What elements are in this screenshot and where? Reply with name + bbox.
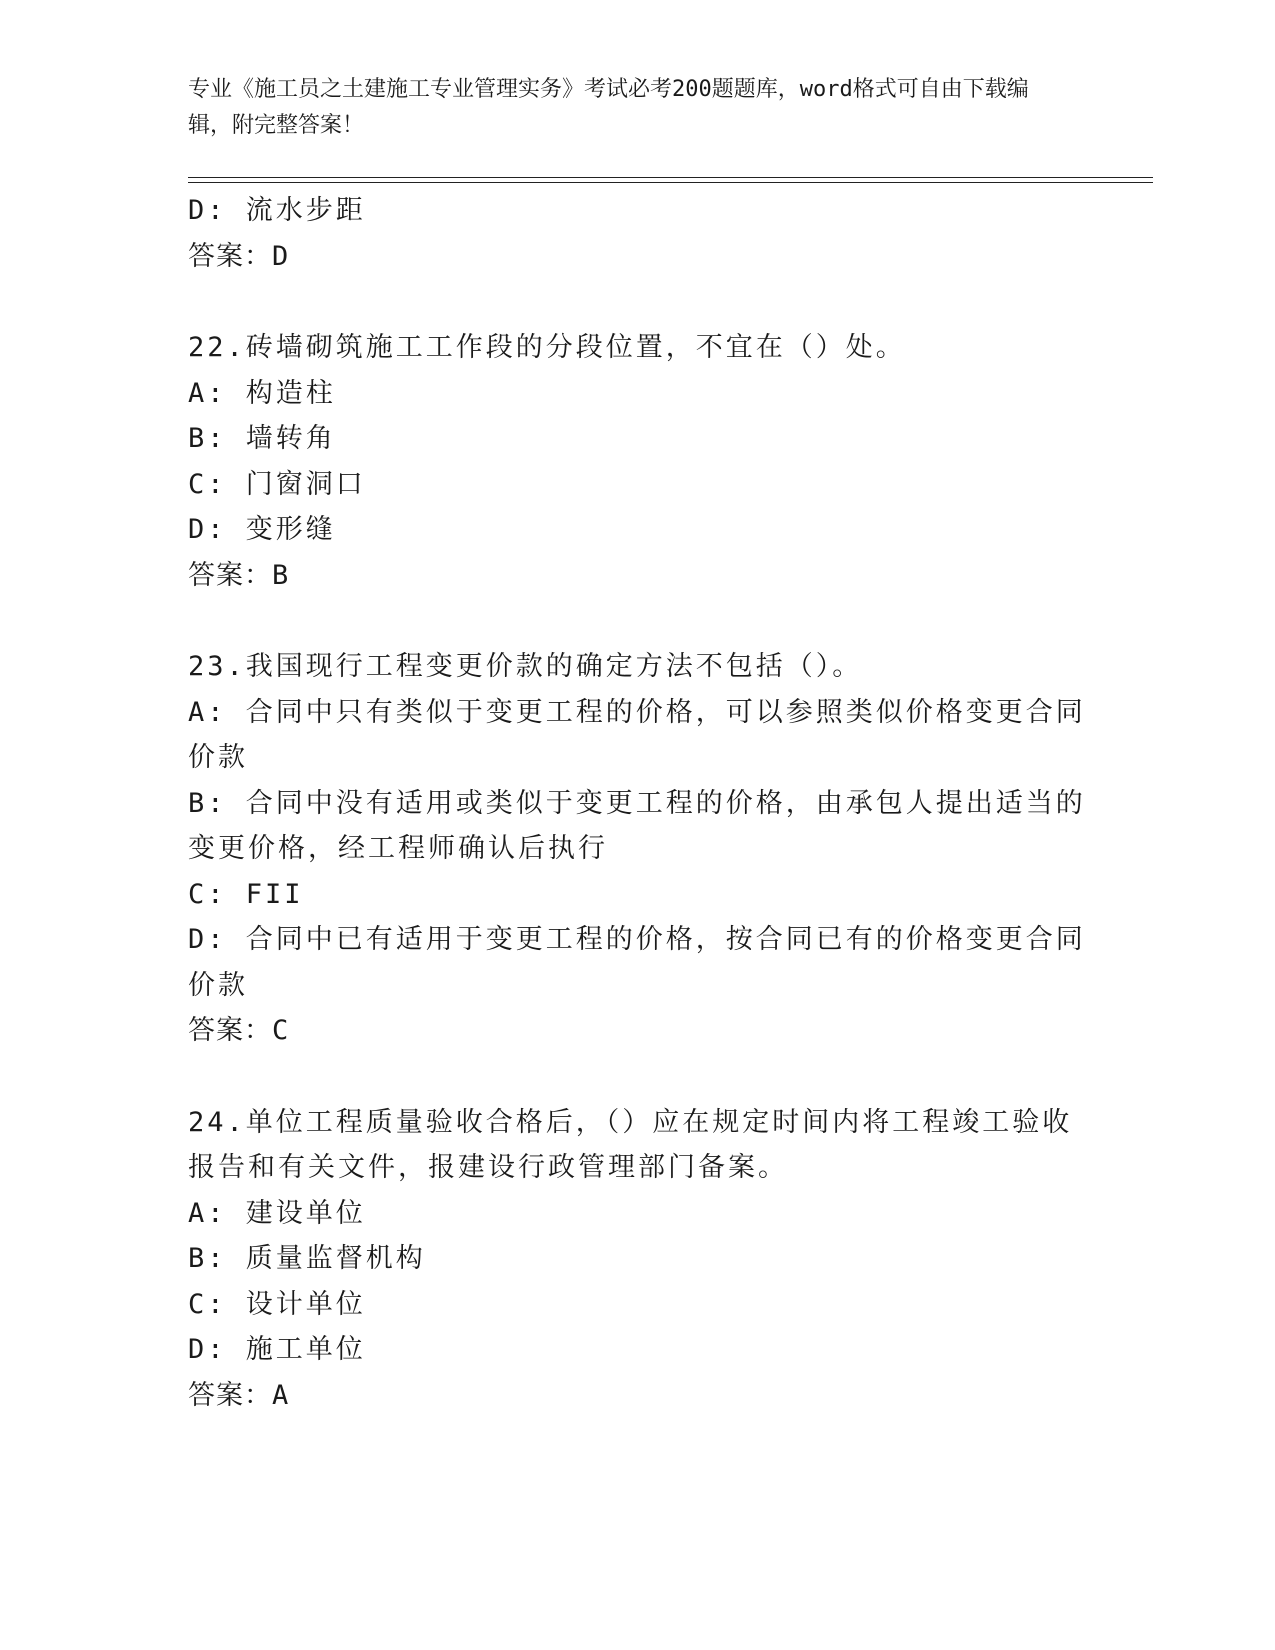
- answer-label: 答案：: [188, 240, 272, 272]
- answer-line: [188, 1373, 1088, 1419]
- option-d: D: 施工单位: [188, 1334, 366, 1365]
- answer-line: [188, 1008, 1088, 1054]
- option-a: A: 构造柱: [188, 377, 336, 409]
- answer-value: D: [272, 240, 292, 272]
- answer-value: A: [272, 1379, 292, 1411]
- answer-label: 答案：: [188, 1379, 272, 1411]
- spacer: [188, 279, 1088, 325]
- question-list: [188, 188, 1088, 1418]
- spacer: [188, 598, 1088, 644]
- option-d: D: 变形缝: [188, 514, 336, 545]
- option-d: D: 合同中已有适用于变更工程的价格，按合同已有的价格变更合同价款: [188, 924, 1086, 1001]
- option-a: A: 合同中只有类似于变更工程的价格，可以参照类似价格变更合同价款: [188, 696, 1086, 773]
- option-c: C: 设计单位: [188, 1288, 366, 1320]
- answer-line: [188, 234, 1088, 280]
- question-stem: 24.单位工程质量验收合格后，（）应在规定时间内将工程竣工验收报告和有关文件，报建设行政管理部门备案。: [188, 1106, 1073, 1183]
- option-b: B: 墙转角: [188, 423, 336, 454]
- document-title: 专业《施工员之土建施工专业管理实务》考试必考200题题库，word格式可自由下载编辑，附完整答案！: [188, 77, 1029, 138]
- option-b: B: 质量监督机构: [188, 1243, 426, 1274]
- option-c: C: 门窗洞口: [188, 468, 366, 500]
- option-d: D: 流水步距: [188, 195, 366, 226]
- option-b: B: 合同中没有适用或类似于变更工程的价格，由承包人提出适当的变更价格，经工程师确认后执行: [188, 787, 1086, 864]
- question-21-tail: [188, 188, 1088, 279]
- header-divider: [188, 177, 1153, 183]
- question-22: [188, 325, 1088, 598]
- option-c: C: FII: [188, 878, 304, 910]
- page-header: [188, 72, 1068, 144]
- answer-label: 答案：: [188, 559, 272, 591]
- option-a: A: 建设单位: [188, 1197, 366, 1229]
- answer-value: C: [272, 1015, 292, 1046]
- answer-label: 答案：: [188, 1015, 272, 1046]
- question-stem: 23.我国现行工程变更价款的确定方法不包括（）。: [188, 651, 863, 682]
- question-23: [188, 644, 1088, 1054]
- answer-line: [188, 553, 1088, 599]
- spacer: [188, 1054, 1088, 1100]
- answer-value: B: [272, 559, 292, 591]
- question-24: [188, 1100, 1088, 1419]
- question-stem: 22.砖墙砌筑施工工作段的分段位置，不宜在（）处。: [188, 332, 906, 363]
